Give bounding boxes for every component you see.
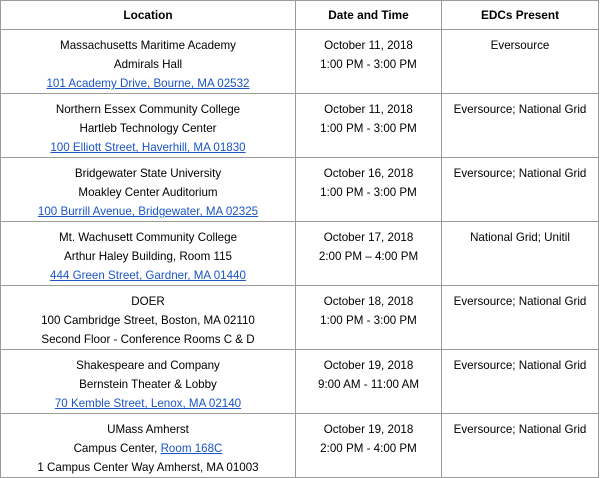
table-row [1, 222, 599, 286]
location-cell [1, 414, 296, 478]
location-line [1, 164, 295, 183]
location-text: UMass Amherst [107, 423, 189, 436]
event-time: 2:00 PM – 4:00 PM [318, 250, 419, 263]
location-line [1, 55, 295, 74]
header-location: Location [1, 1, 296, 30]
location-text: Bernstein Theater & Lobby [79, 378, 217, 391]
date-time-cell [296, 30, 442, 94]
location-cell [1, 350, 296, 414]
edcs-present: Eversource; National Grid [453, 423, 587, 436]
location-text: 100 Cambridge Street, Boston, MA 02110 [41, 314, 255, 327]
header-edcs-present: EDCs Present [442, 1, 599, 30]
edcs-present: National Grid; Unitil [470, 231, 570, 244]
location-text: Admirals Hall [113, 58, 183, 71]
address-link[interactable]: 100 Burrill Avenue, Bridgewater, MA 02325 [37, 205, 259, 218]
event-time: 1:00 PM - 3:00 PM [320, 122, 417, 135]
date-time-cell [296, 414, 442, 478]
event-time: 2:00 PM - 4:00 PM [320, 442, 417, 455]
event-time: 1:00 PM - 3:00 PM [320, 186, 417, 199]
event-date: October 18, 2018 [323, 295, 414, 308]
location-line [1, 375, 295, 394]
location-line [1, 183, 295, 202]
table-row [1, 158, 599, 222]
location-line [1, 119, 295, 138]
table-row [1, 94, 599, 158]
location-text: Massachusetts Maritime Academy [60, 39, 236, 52]
location-line [1, 247, 295, 266]
location-cell [1, 158, 296, 222]
event-time: 1:00 PM - 3:00 PM [320, 58, 417, 71]
location-line [1, 458, 295, 477]
address-link[interactable]: 444 Green Street, Gardner, MA 01440 [50, 269, 246, 282]
location-line [1, 202, 295, 221]
location-text: Second Floor - Conference Rooms C & D [41, 333, 255, 346]
location-text: DOER [131, 295, 165, 308]
edcs-present: Eversource; National Grid [453, 359, 587, 372]
date-time-cell [296, 94, 442, 158]
location-line [1, 74, 295, 93]
date-time-cell [296, 350, 442, 414]
location-line [1, 266, 295, 285]
location-line [1, 311, 295, 330]
room-link[interactable]: Room 168C [160, 442, 223, 455]
edcs-cell [442, 158, 599, 222]
location-cell [1, 94, 296, 158]
date-time-cell [296, 222, 442, 286]
address-link[interactable]: 100 Elliott Street, Haverhill, MA 01830 [50, 141, 246, 154]
edcs-present: Eversource; National Grid [453, 295, 587, 308]
edcs-cell [442, 222, 599, 286]
location-line [1, 228, 295, 247]
edcs-cell [442, 94, 599, 158]
location-text: Moakley Center Auditorium [78, 186, 218, 199]
table-row [1, 414, 599, 478]
location-text: Campus Center, [73, 442, 161, 455]
location-text: 1 Campus Center Way Amherst, MA 01003 [37, 461, 259, 474]
header-row [1, 1, 599, 30]
table-row [1, 350, 599, 414]
date-time-cell [296, 158, 442, 222]
location-text: Arthur Haley Building, Room 115 [64, 250, 232, 263]
address-link[interactable]: 101 Academy Drive, Bourne, MA 02532 [46, 77, 250, 90]
edcs-present: Eversource [490, 39, 550, 52]
location-text: Northern Essex Community College [55, 103, 241, 116]
location-line [1, 420, 295, 439]
location-text: Mt. Wachusett Community College [58, 231, 238, 244]
location-line [1, 36, 295, 55]
location-line [1, 330, 295, 349]
edcs-cell [442, 286, 599, 350]
location-line [1, 100, 295, 119]
event-date: October 16, 2018 [323, 167, 414, 180]
header-date-time: Date and Time [296, 1, 442, 30]
location-line [1, 394, 295, 413]
edcs-cell [442, 414, 599, 478]
location-cell [1, 222, 296, 286]
event-time: 9:00 AM - 11:00 AM [318, 378, 419, 391]
edcs-cell [442, 350, 599, 414]
event-date: October 19, 2018 [323, 359, 414, 372]
edcs-present: Eversource; National Grid [453, 167, 587, 180]
location-line [1, 292, 295, 311]
location-line [1, 138, 295, 157]
date-time-cell [296, 286, 442, 350]
location-text: Hartleb Technology Center [79, 122, 217, 135]
event-date: October 19, 2018 [323, 423, 414, 436]
table-row [1, 30, 599, 94]
location-line [1, 356, 295, 375]
location-cell [1, 30, 296, 94]
location-text: Bridgewater State University [74, 167, 222, 180]
event-date: October 11, 2018 [324, 103, 413, 116]
edcs-cell [442, 30, 599, 94]
address-link[interactable]: 70 Kemble Street, Lenox, MA 02140 [54, 397, 242, 410]
location-text: Shakespeare and Company [76, 359, 220, 372]
event-date: October 17, 2018 [323, 231, 414, 244]
event-time: 1:00 PM - 3:00 PM [320, 314, 417, 327]
event-date: October 11, 2018 [324, 39, 413, 52]
edcs-present: Eversource; National Grid [453, 103, 587, 116]
location-cell [1, 286, 296, 350]
table-row [1, 286, 599, 350]
location-line [1, 439, 295, 458]
